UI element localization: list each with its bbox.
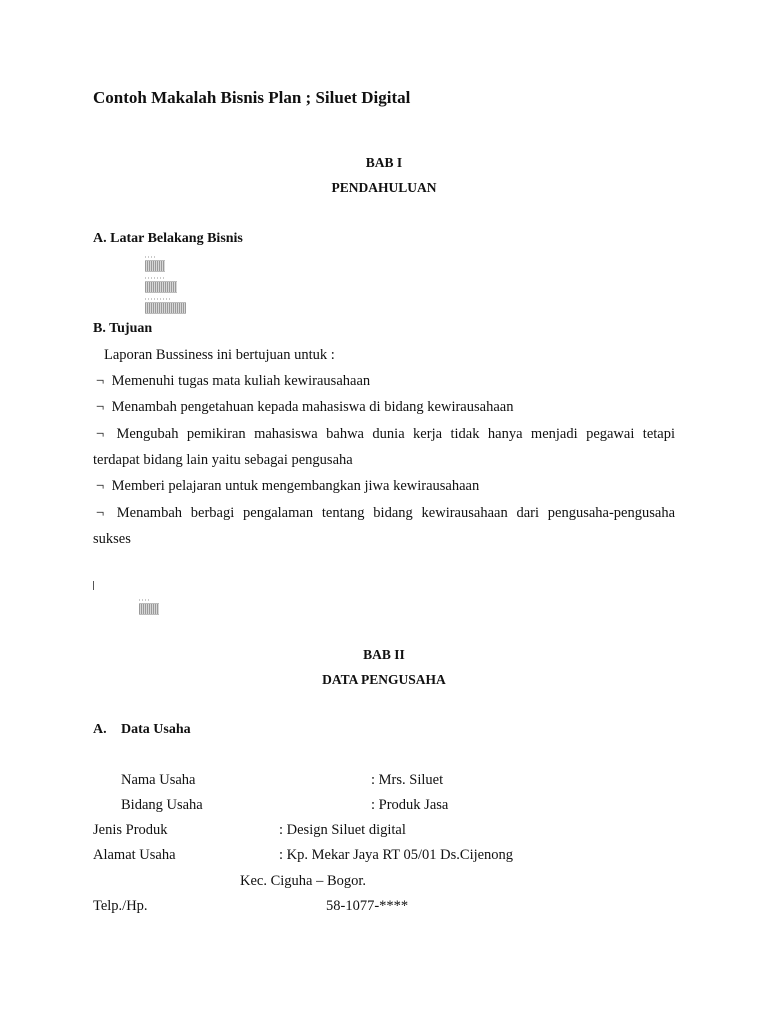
embedded-image-thumbnail [145,281,177,293]
goal-item [96,478,479,495]
field-value: : Produk Jasa [371,797,449,813]
section-a-heading: A. Latar Belakang Bisnis [93,231,243,246]
embedded-image-thumbnail [139,603,159,615]
field-value: : Design Siluet digital [279,822,406,838]
embedded-image-thumbnail [145,260,165,272]
goal-item [96,373,370,390]
field-value: 58-1077-**** [326,898,409,914]
goal-text: Memberi pelajaran untuk mengembangkan jiwa kewirausahaan [111,478,480,494]
field-label: Bidang Usaha [121,797,203,813]
goal-text: Menambah berbagi pengalaman tentang bidang kewirausahaan dari pengusaha-pengusaha [116,505,676,521]
goal-item [96,399,513,416]
goal-text: Menambah pengetahuan kepada mahasiswa di bidang kewirausahaan [111,399,514,415]
goal-item [93,426,675,443]
section-b-heading: B. Tujuan [93,321,153,336]
field-label: Nama Usaha [121,772,196,788]
data-usaha-heading: Data Usaha [121,722,191,737]
bullet-symbol: ¬ [96,373,105,389]
bab1-name: PENDAHULUAN [331,180,437,195]
bab2-label: BAB II [363,647,405,662]
bullet-symbol: ¬ [96,478,105,494]
text-cursor-mark [93,581,94,590]
field-label: Jenis Produk [93,822,168,838]
field-value: : Kp. Mekar Jaya RT 05/01 Ds.Cijenong [279,847,514,863]
intro-text: Laporan Bussiness ini bertujuan untuk : [104,347,335,363]
goal-text: Mengubah pemikiran mahasiswa bahwa dunia kerja tidak hanya menjadi pegawai tetapi [116,426,676,442]
bullet-symbol: ¬ [96,399,105,415]
goal-text-continuation: terdapat bidang lain yaitu sebagai pengusaha [93,452,353,468]
field-value: : Mrs. Siluet [371,772,444,788]
goal-text: Memenuhi tugas mata kuliah kewirausahaan [111,373,371,389]
bab2-name: DATA PENGUSAHA [322,672,446,687]
bab1-label: BAB I [365,155,403,170]
field-label: Alamat Usaha [93,847,176,863]
bullet-symbol: ¬ [96,426,105,442]
data-usaha-number: A. [93,722,107,737]
field-label: Telp./Hp. [93,898,148,914]
field-value: Kec. Ciguha – Bogor. [240,873,367,889]
document-title: Contoh Makalah Bisnis Plan ; Siluet Digital [93,88,411,107]
goal-item [93,505,675,522]
goal-text-continuation: sukses [93,531,131,547]
embedded-image-thumbnail [145,302,186,314]
bullet-symbol: ¬ [96,505,105,521]
